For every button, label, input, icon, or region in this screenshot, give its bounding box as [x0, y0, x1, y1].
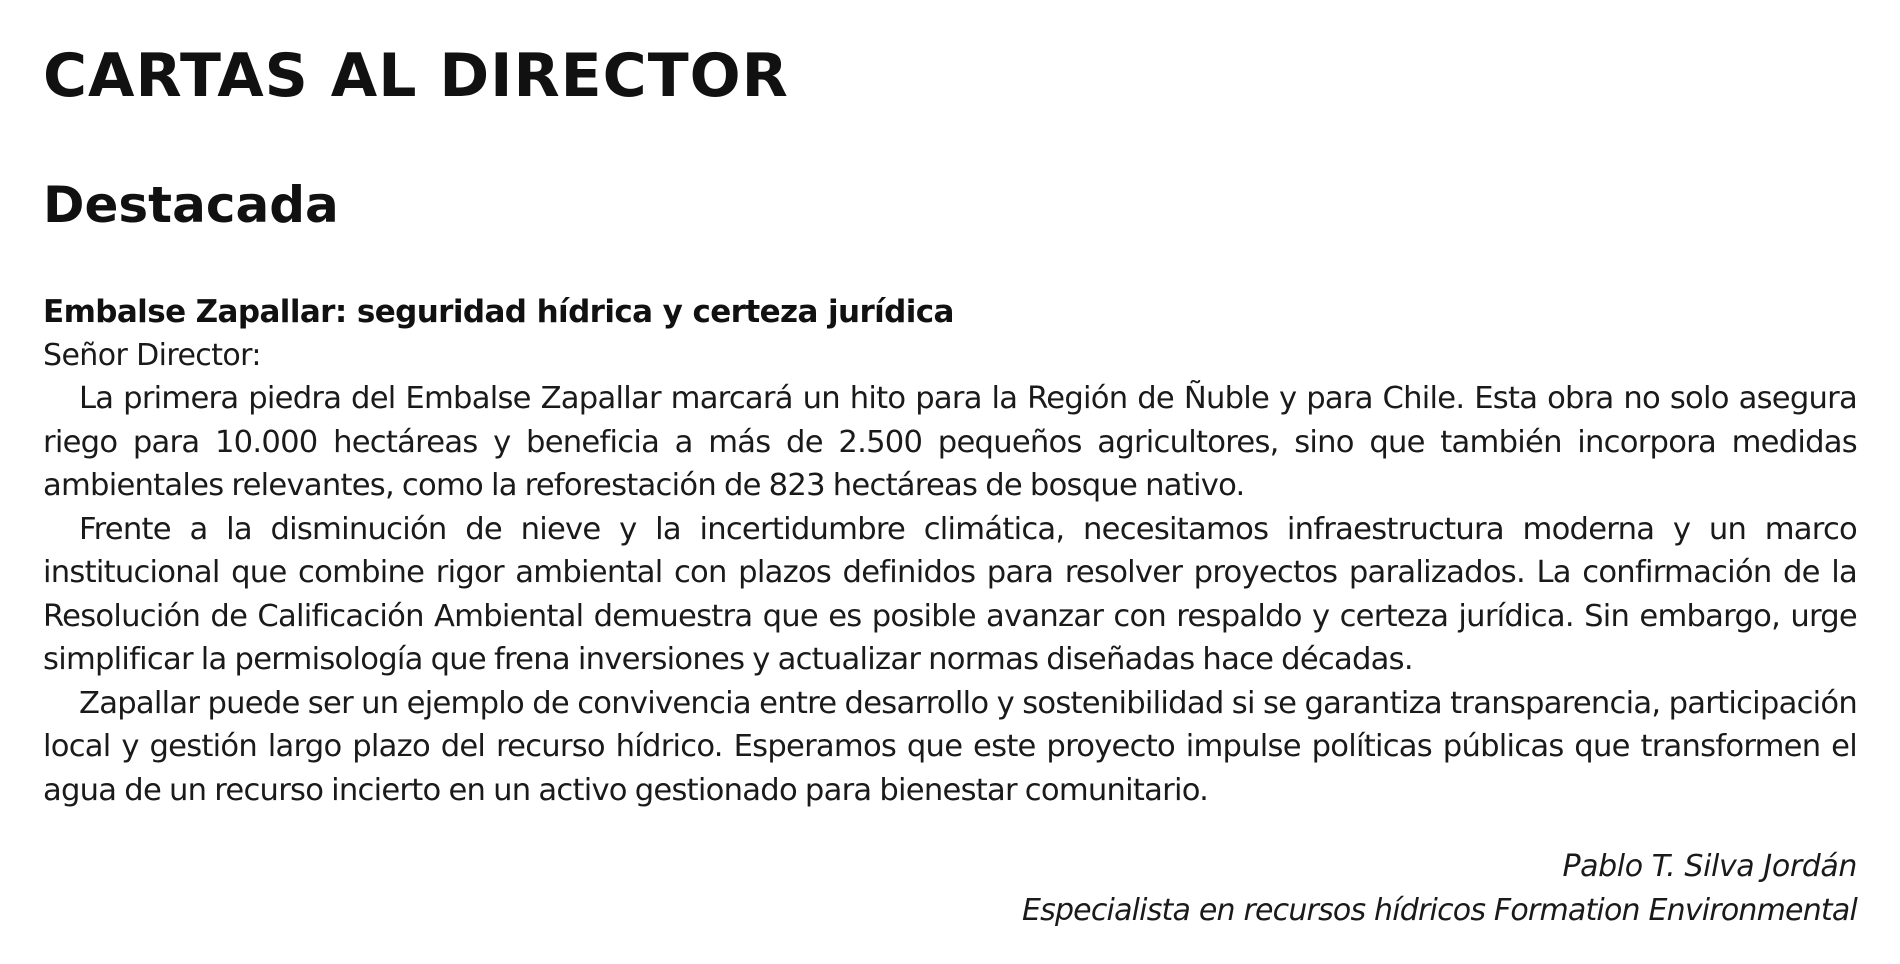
letters-page — [43, 0, 1857, 964]
author-title: Especialista en recursos hídricos Formation Environmental — [1021, 893, 1857, 928]
letter-salutation: Señor Director: — [43, 338, 261, 373]
author-name: Pablo T. Silva Jordán — [1562, 849, 1857, 884]
letter-headline: Embalse Zapallar: seguridad hídrica y certeza jurídica — [43, 294, 954, 330]
letter-paragraph-1: La primera piedra del Embalse Zapallar marcará un hito para la Región de Ñuble y para Chile. Esta obra no solo asegura riego para 10.000 hectáreas y beneficia a más de 2.500 pequeños agricultores, sino que también incorpora medidas ambientales relevantes, como la reforestación de 823 hectáreas de bosque nativo. — [43, 381, 1857, 503]
featured-letter — [43, 290, 1857, 812]
letter-paragraph-3: Zapallar puede ser un ejemplo de convivencia entre desarrollo y sostenibilidad si se garantiza transparencia, participación local y gestión largo plazo del recurso hídrico. Esperamos que este proyecto impulse políticas públicas que transformen el agua de un recurso incierto en un activo gestionado para bienestar comunitario. — [43, 685, 1857, 808]
letter-signature — [1022, 845, 1857, 933]
featured-label: Destacada — [43, 176, 339, 234]
section-title: CARTAS AL DIRECTOR — [43, 41, 789, 111]
letter-paragraph-2: Frente a la disminución de nieve y la incertidumbre climática, necesitamos infraestructura moderna y un marco institucional que combine rigor ambiental con plazos definidos para resolver proyectos paralizados. La confirmación de la Resolución de Calificación Ambiental demuestra que es posible avanzar con respaldo y certeza jurídica. Sin embargo, urge simplificar la permisología que frena inversiones y actualizar normas diseñadas hace décadas. — [43, 511, 1857, 677]
